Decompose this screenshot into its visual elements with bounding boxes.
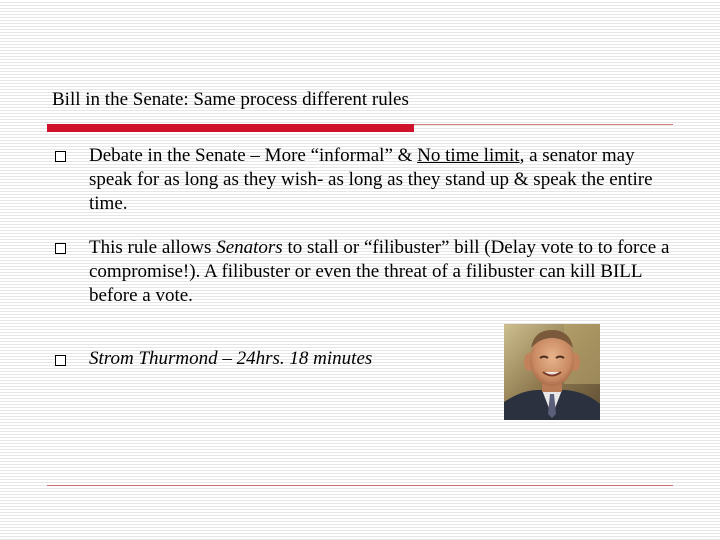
title-accent-bar [47, 124, 414, 132]
bullet-square-icon [55, 151, 66, 162]
underlined-phrase: No time limit [417, 145, 520, 166]
portrait-image [504, 324, 600, 420]
slide-title: Bill in the Senate: Same process different rules [52, 89, 409, 110]
bullet-item-text: to stall or “filibuster” bill (Delay vote to to force a compromise!). A filibuster or even the threat of a filibuster can kill BILL before a vote. [89, 237, 670, 306]
bullet-item-debate [89, 144, 679, 216]
bullet-item-text: Strom Thurmond – 24hrs. 18 minutes [89, 348, 373, 369]
bullet-square-icon [55, 355, 66, 366]
bottom-divider-line [47, 485, 673, 486]
portrait-photo [504, 324, 600, 420]
italic-phrase: Senators [216, 237, 283, 258]
bullet-item-text: , a senator may speak for as long as they wish- as long as they stand up & speak the entire time. [89, 145, 653, 214]
bullet-item-text: Debate in the Senate – More “informal” & [89, 145, 418, 166]
bullet-item-text: This rule allows [89, 237, 217, 258]
bullet-item-filibuster [89, 236, 679, 308]
bullet-square-icon [55, 243, 66, 254]
